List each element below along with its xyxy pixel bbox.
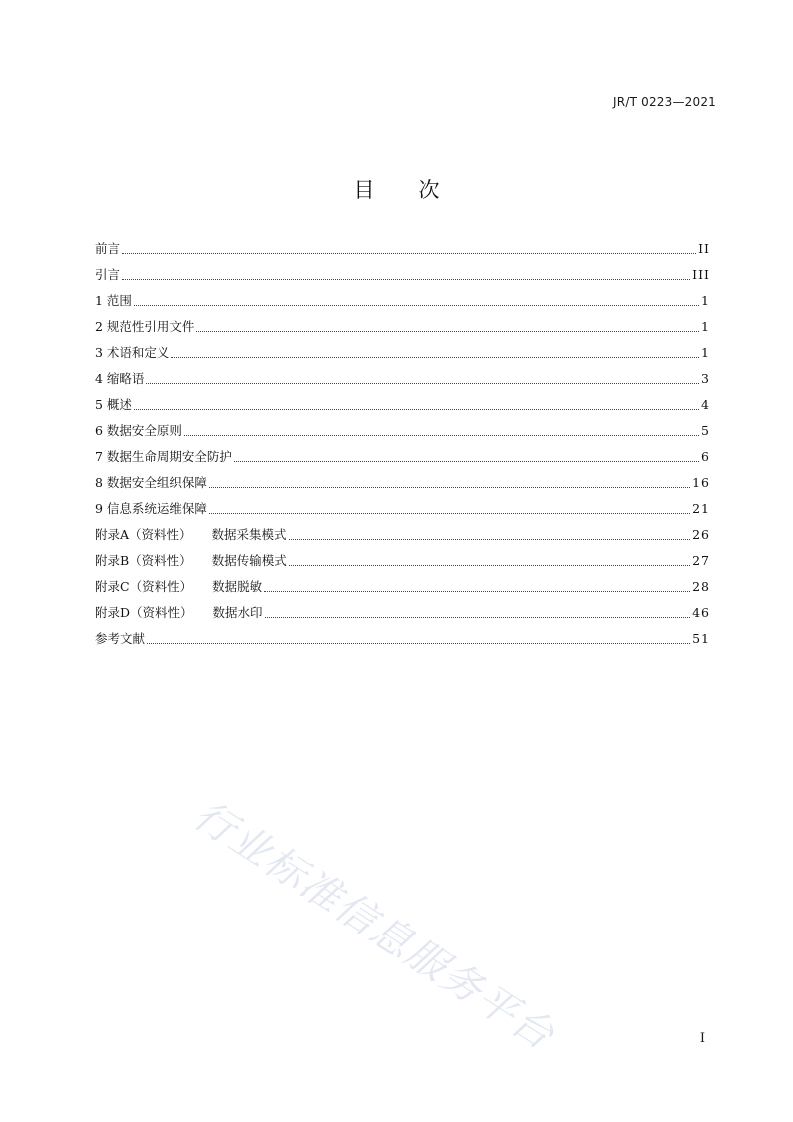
toc-entry-label [95,470,207,496]
toc-entry-title: 6 数据安全原则 [95,423,182,438]
toc-entry-page: II [698,241,710,256]
dot-leader [184,435,699,436]
toc-entry-label [95,392,132,418]
toc-entry-title: 参考文献 [95,631,146,646]
table-of-contents [95,236,710,652]
toc-entry-page: 28 [692,579,710,594]
toc-entry-label [95,340,169,366]
toc-entry-label [95,236,120,262]
page-number: I [699,1031,705,1046]
toc-entry[interactable] [95,262,710,288]
toc-entry[interactable] [95,236,710,262]
toc-entry-subtitle: 数据脱敏 [212,579,263,594]
toc-entry-page: 26 [692,527,710,542]
toc-entry-title: 附录D（资料性） [95,605,193,620]
toc-entry[interactable] [95,496,710,522]
toc-entry-title: 9 信息系统运维保障 [95,501,207,516]
toc-entry-page: 46 [692,605,710,620]
dot-leader [209,513,690,514]
toc-entry-page: 4 [701,397,710,412]
dot-leader [134,409,699,410]
toc-entry-page: 6 [701,449,710,464]
toc-entry[interactable] [95,288,710,314]
toc-entry-page: 21 [692,501,710,516]
toc-entry-page: 5 [701,423,710,438]
toc-entry-title: 附录C（资料性） [95,579,193,594]
toc-entry-title: 5 概述 [95,397,132,412]
toc-entry-label [95,574,262,600]
toc-entry-title: 1 范围 [95,293,132,308]
toc-entry-page: 3 [701,371,710,386]
toc-entry-title: 8 数据安全组织保障 [95,475,207,490]
toc-entry[interactable] [95,314,710,340]
dot-leader [209,487,690,488]
toc-entry-title: 7 数据生命周期安全防护 [95,449,232,464]
toc-entry-subtitle: 数据水印 [212,605,263,620]
toc-entry[interactable] [95,340,710,366]
dot-leader [171,357,699,358]
toc-entry-page: 1 [701,345,710,360]
toc-entry-subtitle: 数据采集模式 [211,527,287,542]
watermark: 行业标准信息服务平台 [185,792,563,1060]
toc-entry[interactable] [95,392,710,418]
dot-leader [234,461,699,462]
toc-entry-label [95,522,287,548]
toc-entry-label [95,444,232,470]
toc-entry-page: 1 [701,293,710,308]
toc-entry-label [95,496,207,522]
toc-entry-title: 附录A（资料性） [95,527,192,542]
toc-entry-label [95,626,145,652]
toc-entry-label [95,366,144,392]
toc-entry[interactable] [95,600,710,626]
toc-entry[interactable] [95,626,710,652]
dot-leader [196,331,699,332]
toc-entry-label [95,314,194,340]
toc-entry-page: 27 [692,553,710,568]
toc-entry-title: 4 缩略语 [95,371,145,386]
document-code: JR/T 0223—2021 [613,95,716,109]
toc-entry-label [95,288,132,314]
toc-entry-title: 前言 [95,241,121,256]
toc-entry[interactable] [95,470,710,496]
toc-entry-title: 附录B（资料性） [95,553,192,568]
dot-leader [122,253,696,254]
toc-entry-title: 3 术语和定义 [95,345,170,360]
toc-entry[interactable] [95,548,710,574]
toc-entry-page: 51 [692,631,710,646]
toc-entry[interactable] [95,366,710,392]
toc-entry[interactable] [95,418,710,444]
dot-leader [265,617,691,618]
dot-leader [264,591,690,592]
dot-leader [134,305,699,306]
dot-leader [122,279,690,280]
toc-entry-label [95,262,120,288]
toc-entry-page: 16 [692,475,710,490]
dot-leader [289,539,691,540]
toc-entry-label [95,600,263,626]
toc-entry[interactable] [95,574,710,600]
toc-entry[interactable] [95,522,710,548]
toc-entry-page: 1 [701,319,710,334]
toc-title: 目次 [353,178,484,202]
toc-entry-label [95,548,287,574]
toc-entry-page: III [692,267,710,282]
dot-leader [146,383,699,384]
dot-leader [147,643,690,644]
toc-entry-subtitle: 数据传输模式 [211,553,287,568]
dot-leader [289,565,690,566]
toc-entry-title: 引言 [95,267,121,282]
toc-entry-title: 2 规范性引用文件 [95,319,195,334]
toc-entry[interactable] [95,444,710,470]
toc-entry-label [95,418,182,444]
